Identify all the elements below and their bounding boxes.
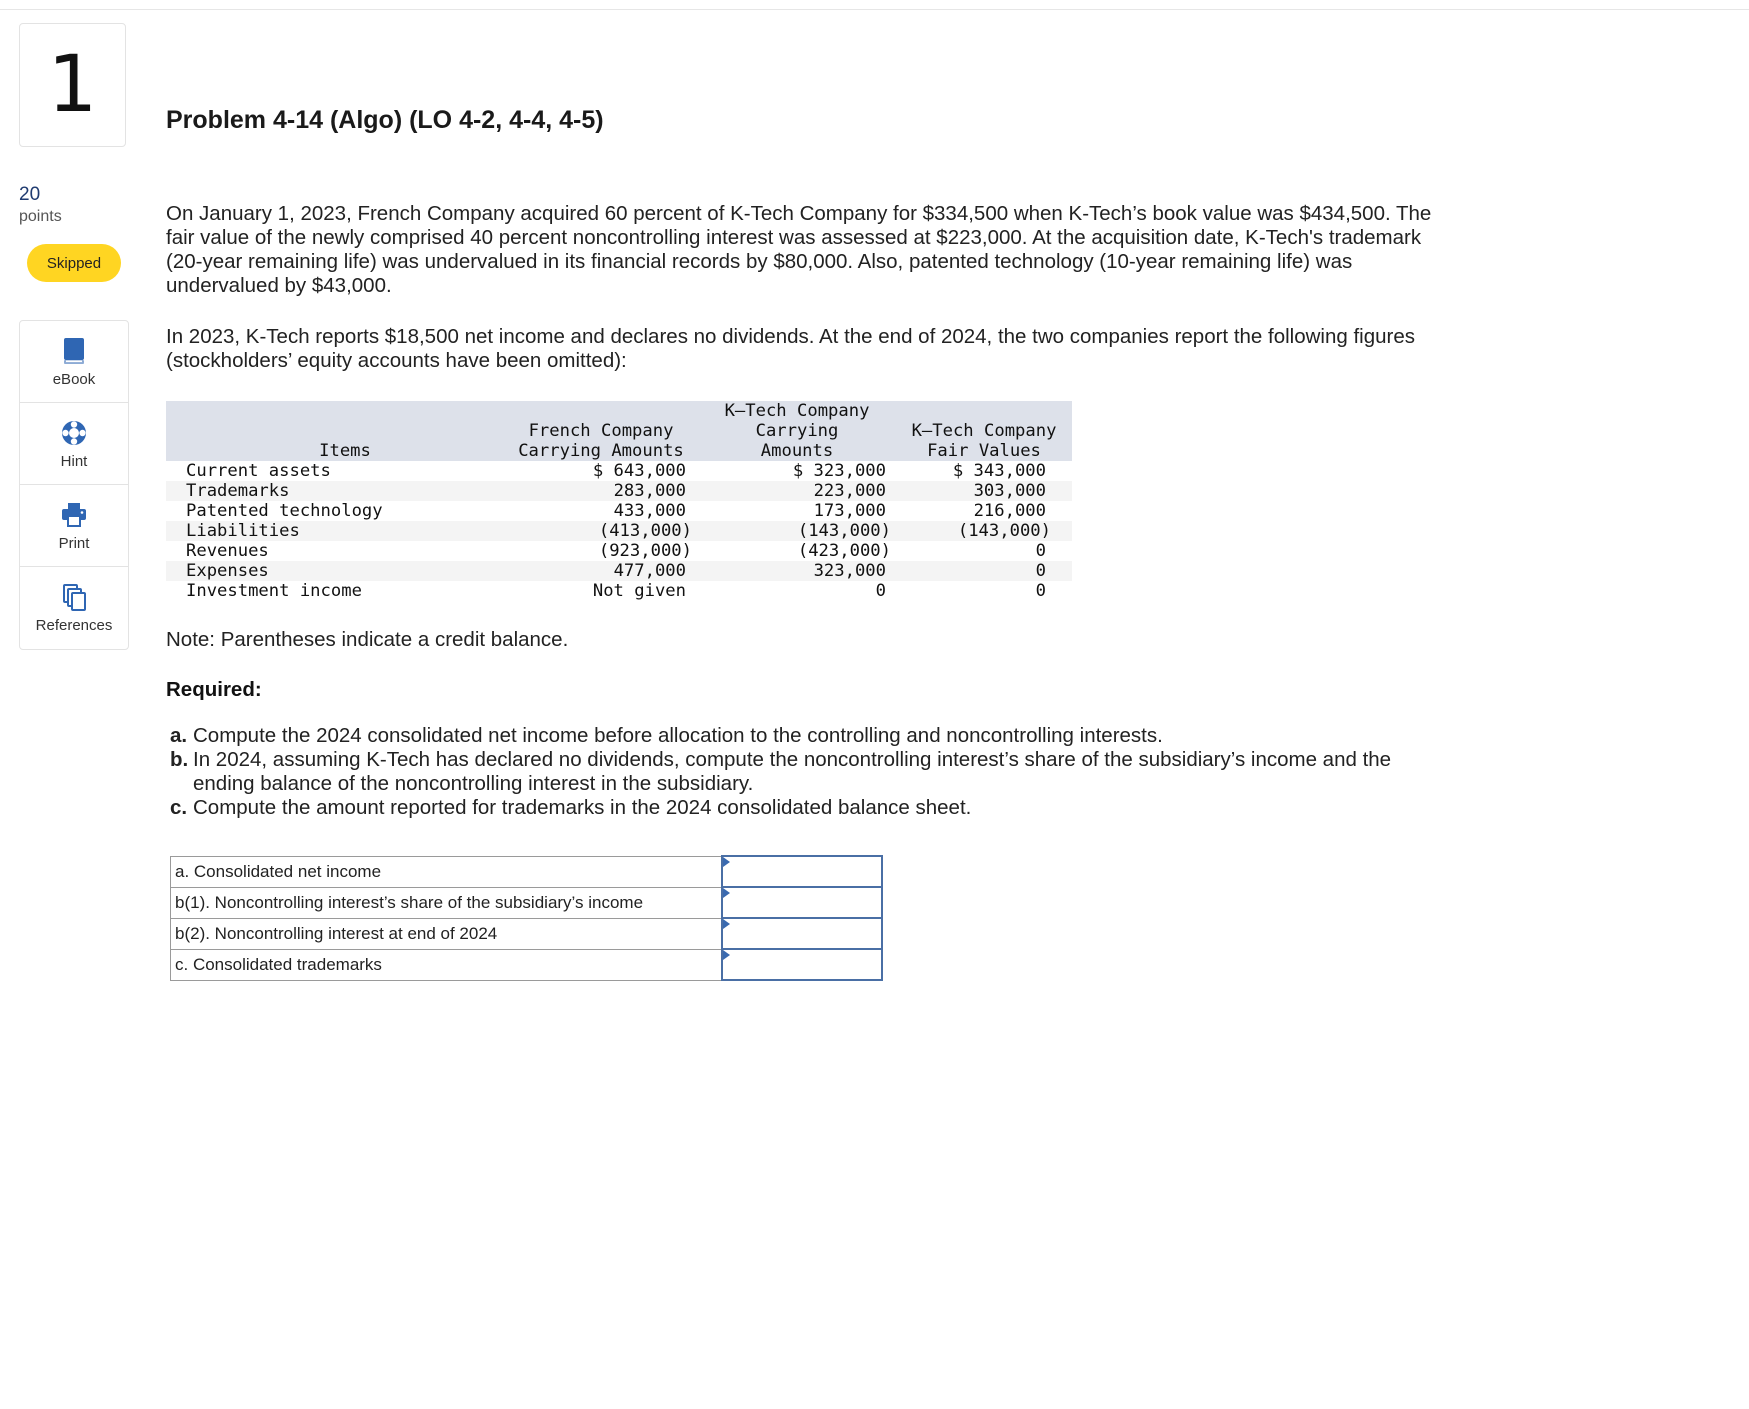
table-row: [166, 541, 1072, 561]
required-item: [170, 724, 1440, 748]
required-letter: b.: [170, 748, 189, 771]
table-row: [166, 501, 1072, 521]
print-label: Print: [58, 535, 90, 552]
book-icon: [60, 337, 88, 365]
required-text: Compute the 2024 consolidated net income before allocation to the controlling and noncontrolling interests.: [193, 724, 1163, 747]
consolidated-net-income-input[interactable]: [723, 858, 881, 885]
question-number: 1: [47, 40, 98, 130]
row-value: 433,000: [613, 501, 686, 521]
answer-cell: [722, 949, 882, 980]
answer-cell: [722, 918, 882, 949]
row-value: (143,000): [896, 521, 1072, 541]
points-label: points: [19, 208, 62, 225]
points-value: 20: [19, 184, 41, 205]
table-row: [166, 581, 1072, 601]
row-item: Liabilities: [166, 521, 504, 541]
answer-row: [171, 918, 883, 949]
row-value: (143,000): [698, 521, 896, 541]
answer-label: b(2). Noncontrolling interest at end of 2024: [171, 918, 723, 949]
row-value: (423,000): [797, 541, 891, 561]
header-items: Items: [166, 401, 504, 461]
required-text: In 2024, assuming K-Tech has declared no dividends, compute the noncontrolling interest’s share of the subsidiary’s income and the ending balance of the noncontrolling interest in the subsidiary.: [193, 748, 1392, 795]
required-list: [170, 724, 1440, 820]
required-letter: c.: [170, 796, 188, 819]
row-value: 173,000: [813, 501, 886, 521]
required-heading: Required:: [166, 678, 262, 701]
row-item: Investment income: [186, 581, 362, 601]
row-value: 323,000: [698, 561, 896, 581]
answer-table: [170, 855, 883, 981]
status-badge: Skipped: [27, 244, 121, 282]
references-label: References: [35, 617, 113, 634]
answer-cell: [722, 887, 882, 918]
nci-end-2024-input[interactable]: [723, 920, 881, 947]
row-value: $ 343,000: [952, 461, 1046, 481]
printer-icon: [60, 501, 88, 529]
consolidated-trademarks-input[interactable]: [723, 951, 881, 978]
table-row: [166, 521, 1072, 541]
answer-row: [171, 887, 883, 918]
row-value: 303,000: [896, 481, 1072, 501]
required-letter: a.: [170, 724, 188, 747]
row-item: Trademarks: [166, 481, 504, 501]
answer-cell: [722, 856, 882, 887]
header-french-carrying: French Company Carrying Amounts: [504, 401, 698, 461]
row-value: 283,000: [504, 481, 698, 501]
problem-title: Problem 4-14 (Algo) (LO 4-2, 4-4, 4-5): [166, 106, 604, 134]
required-item: [170, 748, 1440, 796]
row-value: $ 323,000: [792, 461, 886, 481]
header-ktech-fair: K–Tech Company Fair Values: [896, 401, 1072, 461]
problem-paragraph-2: In 2023, K-Tech reports $18,500 net income and declares no dividends. At the end of 2024, the two companies report the following figures (stockholders’ equity accounts have been omitted):: [166, 325, 1416, 372]
table-row: [166, 461, 1072, 481]
problem-paragraph-1: On January 1, 2023, French Company acquired 60 percent of K-Tech Company for $334,500 when K-Tech’s book value was $434,500. The fair value of the newly comprised 40 percent noncontrolling interest was assessed at $223,000. At the acquisition date, K-Tech's trademark (20-year remaining life) was undervalued in its financial records by $80,000. Also, patented technology (10-year remaining life) was undervalued by $43,000.: [166, 202, 1432, 297]
row-value: (413,000): [504, 521, 698, 541]
table-row: [166, 481, 1072, 501]
answer-label: c. Consolidated trademarks: [171, 949, 723, 980]
hint-label: Hint: [60, 453, 88, 470]
header-ktech-carrying: K–Tech Company Carrying Amounts: [698, 401, 896, 461]
references-button[interactable]: [20, 567, 128, 649]
ebook-button[interactable]: [20, 321, 128, 403]
financial-data-table: [166, 401, 1072, 601]
print-button[interactable]: [20, 485, 128, 567]
row-item: Current assets: [186, 461, 331, 481]
top-divider: [0, 9, 1749, 10]
row-value: 223,000: [698, 481, 896, 501]
answer-row: [171, 949, 883, 980]
credit-balance-note: Note: Parentheses indicate a credit balance.: [166, 628, 569, 651]
required-text: Compute the amount reported for trademarks in the 2024 consolidated balance sheet.: [193, 796, 972, 819]
hint-button[interactable]: [20, 403, 128, 485]
row-item: Patented technology: [186, 501, 383, 521]
lifebuoy-icon: [60, 419, 88, 447]
row-value: 0: [875, 581, 886, 601]
row-value: 0: [896, 561, 1072, 581]
nci-share-income-input[interactable]: [723, 889, 881, 916]
ebook-label: eBook: [52, 371, 96, 388]
row-item: Revenues: [186, 541, 269, 561]
row-value: 216,000: [973, 501, 1046, 521]
answer-label: b(1). Noncontrolling interest’s share of the subsidiary’s income: [171, 887, 723, 918]
row-item: Expenses: [166, 561, 504, 581]
table-row: [166, 561, 1072, 581]
required-item: [170, 796, 1440, 820]
question-number-box: [19, 23, 126, 147]
row-value: $ 643,000: [592, 461, 686, 481]
row-value: 0: [1035, 581, 1046, 601]
answer-row: [171, 856, 883, 887]
answer-label: a. Consolidated net income: [171, 856, 723, 887]
row-value: Not given: [592, 581, 686, 601]
table-header-row: [166, 401, 1072, 461]
row-value: 0: [1035, 541, 1046, 561]
row-value: 477,000: [504, 561, 698, 581]
documents-icon: [60, 583, 88, 611]
tools-panel: [19, 320, 129, 650]
row-value: (923,000): [598, 541, 692, 561]
